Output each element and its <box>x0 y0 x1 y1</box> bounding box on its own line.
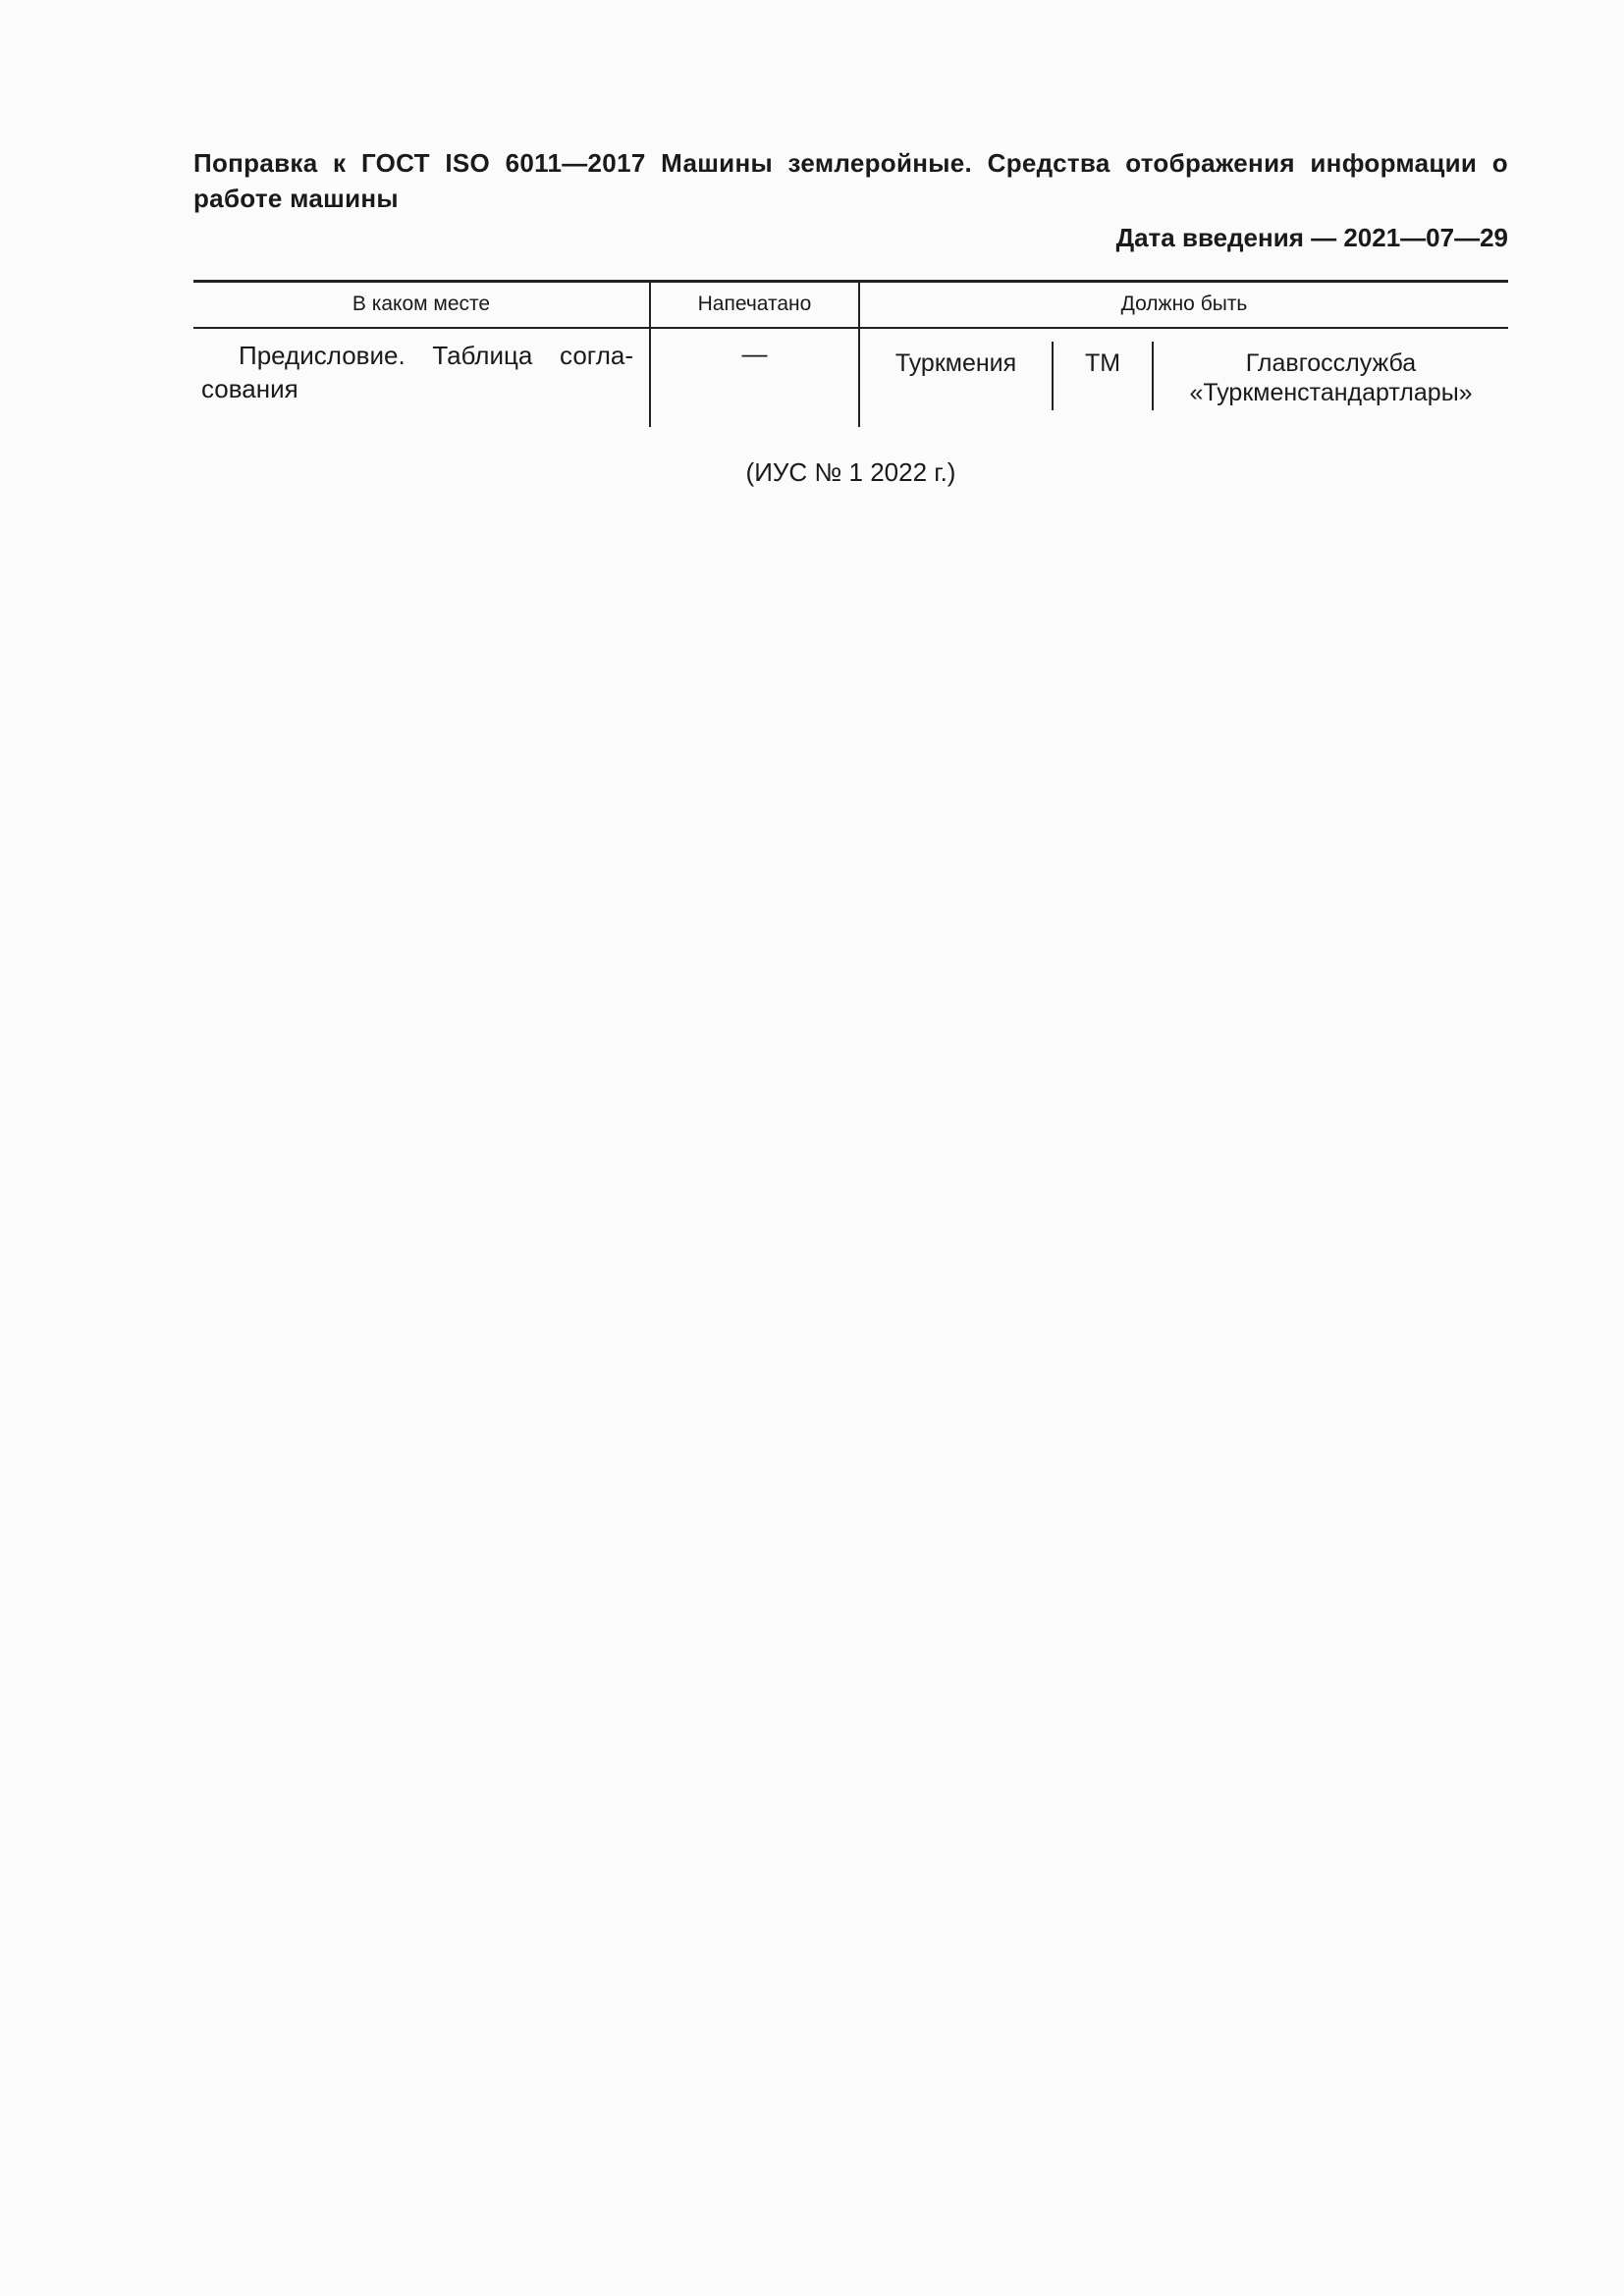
cell-where-line1: Предисловие. Таблица согла- <box>239 341 633 370</box>
cell-country-code: ТМ <box>1084 349 1121 377</box>
table-header-rule <box>193 327 1508 329</box>
cell-where-line2: сования <box>201 374 298 403</box>
introduction-date: Дата введения — 2021—07—29 <box>1115 223 1508 252</box>
cell-country: Туркмения <box>894 349 1017 377</box>
cell-agency-line1: Главгосслужба <box>1245 349 1417 377</box>
cell-printed: — <box>741 339 768 368</box>
source-reference: (ИУС № 1 2022 г.) <box>745 457 956 487</box>
amendment-table <box>193 280 1508 427</box>
header-should-be: Должно быть <box>1120 293 1248 315</box>
cell-agency-line2: «Туркменстандартлары» <box>1189 379 1473 406</box>
header-printed: Напечатано <box>697 293 812 315</box>
header-where: В каком месте <box>352 293 491 315</box>
table-top-rule <box>193 280 1508 283</box>
cell-agency <box>1154 348 1508 407</box>
cell-where <box>201 339 633 405</box>
document-title: Поправка к ГОСТ ISO 6011—2017 Машины землеройные. Средства отображения информации о работе машины <box>193 148 1508 213</box>
